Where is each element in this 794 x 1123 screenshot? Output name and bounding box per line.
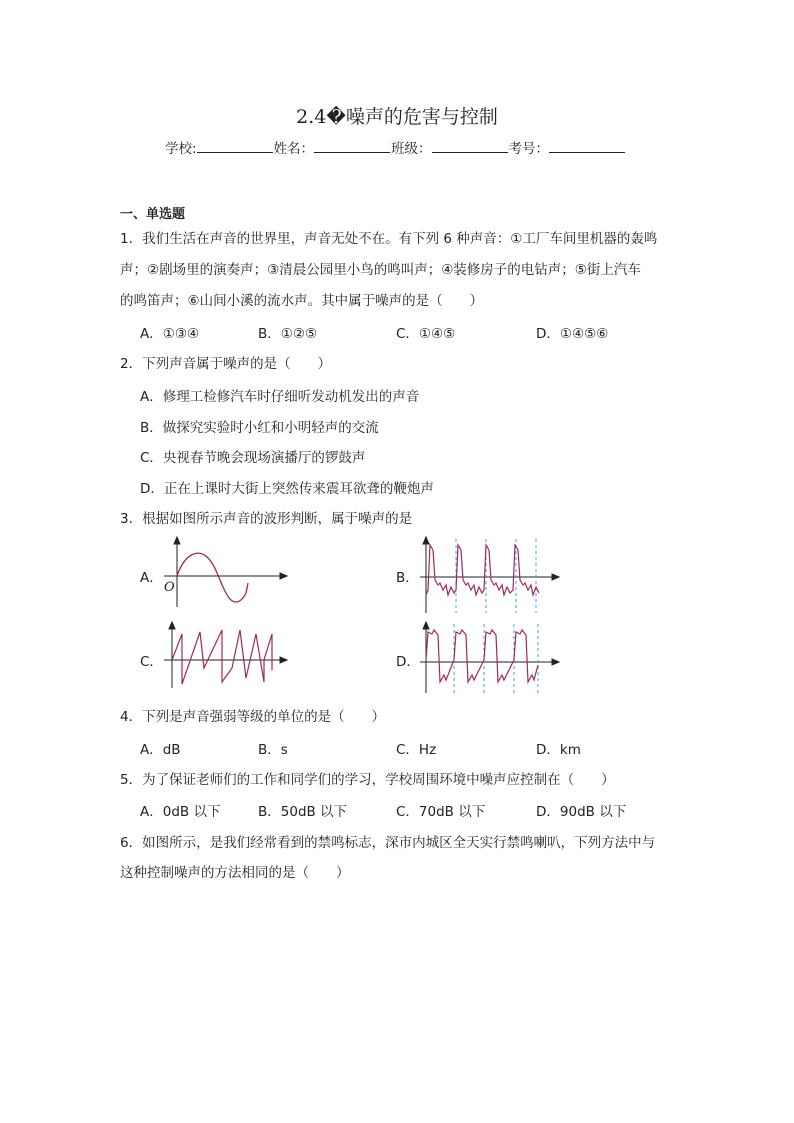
- sine-curve: [177, 553, 248, 602]
- q4-stem: 4．下列是声音强弱等级的单位的是（ ）: [120, 709, 386, 725]
- q1-line-3: 的鸣笛声；⑥山间小溪的流水声。其中属于噪声的是（ ）: [120, 293, 484, 309]
- school-label: 学校:: [165, 141, 197, 157]
- q5-option-b[interactable]: B．50dB 以下: [258, 804, 348, 820]
- q5-option-d[interactable]: D．90dB 以下: [536, 804, 627, 820]
- q3-option-d[interactable]: D．: [396, 654, 420, 670]
- q1-option-c[interactable]: C．①④⑤: [396, 326, 456, 342]
- q1-option-d[interactable]: D．①④⑤⑥: [536, 326, 609, 342]
- waveform-d-periodic[interactable]: [418, 620, 563, 695]
- q4-option-c[interactable]: C．Hz: [396, 742, 437, 758]
- waveform-b-curve: [426, 545, 539, 595]
- page-title: 2.4�噪声的危害与控制: [296, 106, 498, 128]
- waveform-b-periodic[interactable]: [418, 535, 563, 615]
- school-blank[interactable]: [197, 137, 273, 153]
- q2-stem: 2．下列声音属于噪声的是（ ）: [120, 356, 332, 372]
- q3-option-b[interactable]: B．: [396, 570, 419, 586]
- q6-line-1: 6．如图所示，是我们经常看到的禁鸣标志，深市内城区全天实行禁鸣喇叭，下列方法中与: [120, 835, 656, 851]
- q3-stem: 3．根据如图所示声音的波形判断，属于噪声的是: [120, 511, 413, 527]
- q1-line-1: 1．我们生活在声音的世界里，声音无处不在。有下列 6 种声音：①工厂车间里机器的轰鸣: [120, 231, 658, 247]
- q4-option-d[interactable]: D．km: [536, 742, 581, 758]
- waveform-a-sine[interactable]: [160, 535, 290, 610]
- waveform-c-curve: [172, 630, 272, 684]
- q2-option-b[interactable]: B．做探究实验时小红和小明轻声的交流: [140, 420, 379, 436]
- section-heading: 一、单选题: [120, 207, 186, 222]
- q2-option-d[interactable]: D．正在上课时大街上突然传来震耳欲聋的鞭炮声: [140, 481, 434, 497]
- waveform-d-curve: [426, 630, 538, 682]
- q2-option-c[interactable]: C．央视春节晚会现场演播厅的锣鼓声: [140, 450, 366, 466]
- q5-option-a[interactable]: A．0dB 以下: [140, 804, 221, 820]
- name-label: 姓名：: [273, 141, 315, 157]
- q4-option-a[interactable]: A．dB: [140, 742, 181, 758]
- q5-option-c[interactable]: C．70dB 以下: [396, 804, 486, 820]
- class-label: 班级：: [391, 141, 432, 157]
- name-blank[interactable]: [314, 137, 390, 153]
- waveform-c-irregular[interactable]: [160, 620, 290, 690]
- q3-option-a[interactable]: A．: [140, 570, 163, 586]
- q2-option-a[interactable]: A．修理工检修汽车时仔细听发动机发出的声音: [140, 389, 420, 405]
- origin-label: O: [164, 580, 175, 595]
- q6-line-2: 这种控制噪声的方法相同的是（ ）: [120, 865, 350, 881]
- exam-no-label: 考号：: [508, 141, 550, 157]
- q1-option-a[interactable]: A．①③④: [140, 326, 200, 342]
- class-blank[interactable]: [432, 137, 508, 153]
- q5-stem: 5．为了保证老师们的工作和同学们的学习，学校周围环境中噪声应控制在（ ）: [120, 772, 615, 788]
- exam-no-blank[interactable]: [549, 137, 625, 153]
- q1-option-b[interactable]: B．①②⑤: [258, 326, 318, 342]
- q4-option-b[interactable]: B．s: [258, 742, 288, 758]
- student-info-row: [165, 137, 626, 157]
- q3-option-c[interactable]: C．: [140, 654, 163, 670]
- q1-line-2: 声；②剧场里的演奏声；③清晨公园里小鸟的鸣叫声；④装修房子的电钻声；⑤街上汽车: [120, 262, 641, 278]
